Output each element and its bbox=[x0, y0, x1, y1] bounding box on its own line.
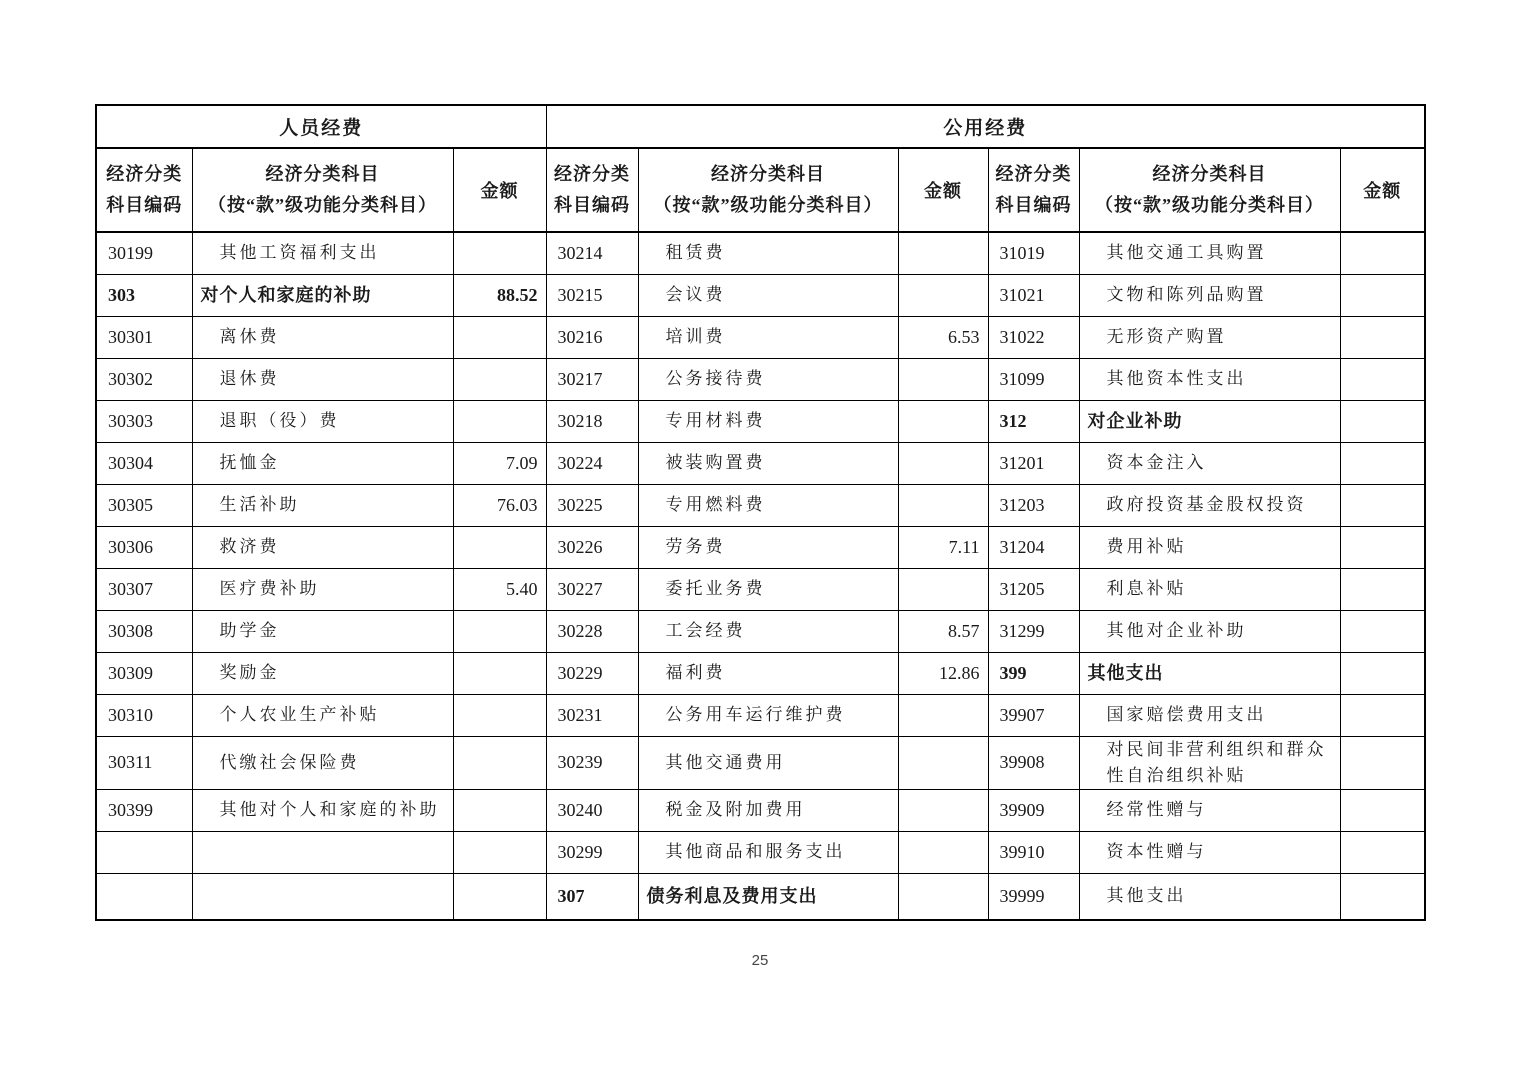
amount-cell bbox=[1340, 526, 1425, 568]
amount-cell bbox=[898, 358, 988, 400]
table-row bbox=[96, 736, 1425, 789]
amount-cell bbox=[898, 568, 988, 610]
name-header-line1: 经济分类科目 bbox=[711, 164, 826, 184]
amount-cell bbox=[898, 400, 988, 442]
code-cell: 30305 bbox=[96, 484, 192, 526]
name-cell: 公务用车运行维护费 bbox=[638, 694, 898, 736]
name-cell: 福利费 bbox=[638, 652, 898, 694]
code-cell: 30303 bbox=[96, 400, 192, 442]
amount-cell bbox=[1340, 484, 1425, 526]
expenditure-table bbox=[95, 104, 1426, 921]
code-cell bbox=[96, 873, 192, 920]
name-cell: 被装购置费 bbox=[638, 442, 898, 484]
code-cell: 30240 bbox=[546, 789, 638, 831]
code-header-line1: 经济分类 bbox=[106, 164, 183, 184]
name-cell: 离休费 bbox=[192, 316, 453, 358]
amount-cell bbox=[898, 694, 988, 736]
name-cell bbox=[192, 831, 453, 873]
code-header-line1: 经济分类 bbox=[554, 164, 631, 184]
code-cell: 31204 bbox=[988, 526, 1079, 568]
table-row bbox=[96, 484, 1425, 526]
name-cell: 其他商品和服务支出 bbox=[638, 831, 898, 873]
amount-cell bbox=[453, 232, 546, 274]
table-row bbox=[96, 442, 1425, 484]
code-cell: 303 bbox=[96, 274, 192, 316]
name-cell: 其他支出 bbox=[1079, 652, 1340, 694]
table-row bbox=[96, 274, 1425, 316]
code-cell: 312 bbox=[988, 400, 1079, 442]
amount-cell bbox=[453, 873, 546, 920]
code-cell: 31099 bbox=[988, 358, 1079, 400]
name-cell: 医疗费补助 bbox=[192, 568, 453, 610]
amount-cell bbox=[1340, 789, 1425, 831]
amount-cell bbox=[898, 274, 988, 316]
amount-cell bbox=[453, 316, 546, 358]
table-row bbox=[96, 358, 1425, 400]
amount-cell bbox=[1340, 358, 1425, 400]
table-row bbox=[96, 400, 1425, 442]
column-header-code-1 bbox=[96, 148, 192, 232]
name-cell: 工会经费 bbox=[638, 610, 898, 652]
code-cell: 30215 bbox=[546, 274, 638, 316]
code-cell: 31205 bbox=[988, 568, 1079, 610]
amount-cell bbox=[453, 526, 546, 568]
column-header-amount-2: 金额 bbox=[898, 148, 988, 232]
table-row bbox=[96, 694, 1425, 736]
name-cell: 会议费 bbox=[638, 274, 898, 316]
code-cell: 30231 bbox=[546, 694, 638, 736]
amount-cell bbox=[898, 873, 988, 920]
column-header-amount-3: 金额 bbox=[1340, 148, 1425, 232]
name-cell: 其他工资福利支出 bbox=[192, 232, 453, 274]
name-cell: 奖励金 bbox=[192, 652, 453, 694]
code-cell: 39908 bbox=[988, 736, 1079, 789]
column-header-amount-1: 金额 bbox=[453, 148, 546, 232]
code-cell: 30229 bbox=[546, 652, 638, 694]
name-cell: 国家赔偿费用支出 bbox=[1079, 694, 1340, 736]
amount-cell: 76.03 bbox=[453, 484, 546, 526]
amount-cell: 6.53 bbox=[898, 316, 988, 358]
code-cell: 30311 bbox=[96, 736, 192, 789]
table-row bbox=[96, 568, 1425, 610]
code-cell: 30399 bbox=[96, 789, 192, 831]
column-header-row bbox=[96, 148, 1425, 232]
amount-cell bbox=[1340, 610, 1425, 652]
column-header-name-1 bbox=[192, 148, 453, 232]
name-cell: 利息补贴 bbox=[1079, 568, 1340, 610]
code-cell: 30302 bbox=[96, 358, 192, 400]
group-header-personnel-funds: 人员经费 bbox=[96, 105, 546, 148]
code-cell: 30310 bbox=[96, 694, 192, 736]
name-cell: 资本性赠与 bbox=[1079, 831, 1340, 873]
name-cell: 退职（役）费 bbox=[192, 400, 453, 442]
code-cell: 30225 bbox=[546, 484, 638, 526]
name-cell: 委托业务费 bbox=[638, 568, 898, 610]
name-header-line2: （按“款”级功能分类科目） bbox=[653, 195, 883, 215]
name-header-line1: 经济分类科目 bbox=[1152, 164, 1267, 184]
amount-cell bbox=[453, 400, 546, 442]
code-cell: 39907 bbox=[988, 694, 1079, 736]
amount-cell bbox=[898, 442, 988, 484]
code-header-line2: 科目编码 bbox=[995, 195, 1072, 215]
name-cell: 无形资产购置 bbox=[1079, 316, 1340, 358]
code-cell bbox=[96, 831, 192, 873]
code-cell: 39909 bbox=[988, 789, 1079, 831]
amount-cell bbox=[453, 694, 546, 736]
name-cell: 对民间非营利组织和群众性自治组织补贴 bbox=[1079, 736, 1340, 789]
amount-cell bbox=[898, 736, 988, 789]
name-cell: 税金及附加费用 bbox=[638, 789, 898, 831]
table-row bbox=[96, 873, 1425, 920]
code-cell: 30224 bbox=[546, 442, 638, 484]
amount-cell bbox=[1340, 232, 1425, 274]
amount-cell bbox=[453, 831, 546, 873]
name-cell: 其他资本性支出 bbox=[1079, 358, 1340, 400]
name-cell: 债务利息及费用支出 bbox=[638, 873, 898, 920]
code-cell: 30228 bbox=[546, 610, 638, 652]
name-cell: 费用补贴 bbox=[1079, 526, 1340, 568]
column-header-code-2 bbox=[546, 148, 638, 232]
table-row bbox=[96, 831, 1425, 873]
code-cell: 399 bbox=[988, 652, 1079, 694]
code-cell: 39910 bbox=[988, 831, 1079, 873]
code-cell: 31019 bbox=[988, 232, 1079, 274]
amount-cell bbox=[1340, 274, 1425, 316]
amount-cell bbox=[898, 484, 988, 526]
group-header-row bbox=[96, 105, 1425, 148]
code-cell: 31201 bbox=[988, 442, 1079, 484]
amount-cell bbox=[453, 652, 546, 694]
code-cell: 30308 bbox=[96, 610, 192, 652]
name-cell: 劳务费 bbox=[638, 526, 898, 568]
name-cell: 公务接待费 bbox=[638, 358, 898, 400]
code-cell: 307 bbox=[546, 873, 638, 920]
code-cell: 39999 bbox=[988, 873, 1079, 920]
code-cell: 30217 bbox=[546, 358, 638, 400]
table-row bbox=[96, 316, 1425, 358]
amount-cell: 8.57 bbox=[898, 610, 988, 652]
page-number: 25 bbox=[751, 952, 769, 969]
code-cell: 30199 bbox=[96, 232, 192, 274]
name-cell: 其他对个人和家庭的补助 bbox=[192, 789, 453, 831]
name-cell: 租赁费 bbox=[638, 232, 898, 274]
code-cell: 30301 bbox=[96, 316, 192, 358]
name-cell: 其他对企业补助 bbox=[1079, 610, 1340, 652]
group-header-public-funds: 公用经费 bbox=[546, 105, 1425, 148]
name-header-line1: 经济分类科目 bbox=[265, 164, 380, 184]
code-cell: 31203 bbox=[988, 484, 1079, 526]
code-cell: 30299 bbox=[546, 831, 638, 873]
table-row bbox=[96, 526, 1425, 568]
name-cell: 救济费 bbox=[192, 526, 453, 568]
amount-cell bbox=[453, 789, 546, 831]
code-header-line1: 经济分类 bbox=[995, 164, 1072, 184]
name-cell: 抚恤金 bbox=[192, 442, 453, 484]
code-cell: 30304 bbox=[96, 442, 192, 484]
name-cell: 退休费 bbox=[192, 358, 453, 400]
amount-cell bbox=[1340, 873, 1425, 920]
amount-cell bbox=[898, 831, 988, 873]
name-cell: 培训费 bbox=[638, 316, 898, 358]
code-cell: 30227 bbox=[546, 568, 638, 610]
name-cell: 其他支出 bbox=[1079, 873, 1340, 920]
name-cell: 文物和陈列品购置 bbox=[1079, 274, 1340, 316]
table-row bbox=[96, 652, 1425, 694]
table-row bbox=[96, 610, 1425, 652]
name-cell: 其他交通费用 bbox=[638, 736, 898, 789]
code-cell: 30214 bbox=[546, 232, 638, 274]
amount-cell bbox=[453, 736, 546, 789]
amount-cell bbox=[1340, 316, 1425, 358]
code-cell: 30239 bbox=[546, 736, 638, 789]
name-cell: 个人农业生产补贴 bbox=[192, 694, 453, 736]
code-cell: 30307 bbox=[96, 568, 192, 610]
amount-cell bbox=[1340, 442, 1425, 484]
name-cell: 资本金注入 bbox=[1079, 442, 1340, 484]
code-cell: 30216 bbox=[546, 316, 638, 358]
name-header-line2: （按“款”级功能分类科目） bbox=[208, 195, 437, 215]
name-cell: 助学金 bbox=[192, 610, 453, 652]
amount-cell: 5.40 bbox=[453, 568, 546, 610]
amount-cell: 12.86 bbox=[898, 652, 988, 694]
amount-cell: 7.09 bbox=[453, 442, 546, 484]
name-cell: 代缴社会保险费 bbox=[192, 736, 453, 789]
column-header-code-3 bbox=[988, 148, 1079, 232]
name-cell bbox=[192, 873, 453, 920]
code-cell: 31021 bbox=[988, 274, 1079, 316]
amount-cell bbox=[1340, 831, 1425, 873]
name-cell: 专用材料费 bbox=[638, 400, 898, 442]
column-header-name-2 bbox=[638, 148, 898, 232]
amount-cell bbox=[898, 232, 988, 274]
name-cell: 政府投资基金股权投资 bbox=[1079, 484, 1340, 526]
amount-cell bbox=[1340, 694, 1425, 736]
amount-cell bbox=[1340, 400, 1425, 442]
code-cell: 31022 bbox=[988, 316, 1079, 358]
table-row bbox=[96, 789, 1425, 831]
code-cell: 30226 bbox=[546, 526, 638, 568]
code-header-line2: 科目编码 bbox=[106, 195, 183, 215]
code-header-line2: 科目编码 bbox=[554, 195, 631, 215]
code-cell: 31299 bbox=[988, 610, 1079, 652]
amount-cell bbox=[898, 789, 988, 831]
name-cell: 生活补助 bbox=[192, 484, 453, 526]
code-cell: 30309 bbox=[96, 652, 192, 694]
name-cell: 经常性赠与 bbox=[1079, 789, 1340, 831]
amount-cell bbox=[1340, 652, 1425, 694]
amount-cell bbox=[453, 610, 546, 652]
column-header-name-3 bbox=[1079, 148, 1340, 232]
name-cell: 其他交通工具购置 bbox=[1079, 232, 1340, 274]
code-cell: 30218 bbox=[546, 400, 638, 442]
name-cell: 专用燃料费 bbox=[638, 484, 898, 526]
amount-cell bbox=[1340, 568, 1425, 610]
code-cell: 30306 bbox=[96, 526, 192, 568]
amount-cell: 88.52 bbox=[453, 274, 546, 316]
name-header-line2: （按“款”级功能分类科目） bbox=[1095, 195, 1325, 215]
amount-cell: 7.11 bbox=[898, 526, 988, 568]
amount-cell bbox=[1340, 736, 1425, 789]
amount-cell bbox=[453, 358, 546, 400]
table-row bbox=[96, 232, 1425, 274]
name-cell: 对企业补助 bbox=[1079, 400, 1340, 442]
name-cell: 对个人和家庭的补助 bbox=[192, 274, 453, 316]
